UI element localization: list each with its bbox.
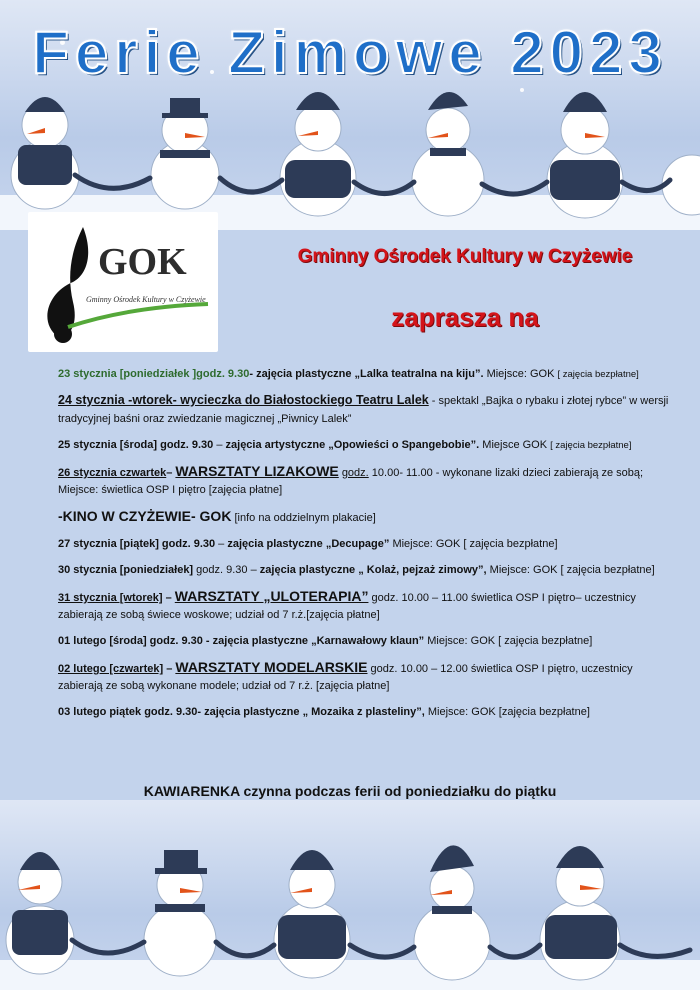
event-title: „ Kolaż, pejzaż zimowy”, xyxy=(358,564,487,576)
event-item: 03 lutego piątek godz. 9.30- zajęcia plastyczne „ Mozaika z plasteliny”, Miejsce: GOK [zajęcia bezpłatne] xyxy=(58,706,590,718)
event-title: „ Mozaika z plasteliny”, xyxy=(302,706,425,718)
event-date: 01 lutego [środa] godz. 9.30 xyxy=(58,635,203,647)
event-item: 27 stycznia [piątek] godz. 9.30 – zajęcia plastyczne „Decupage” Miejsce: GOK [ zajęcia bezpłatne] xyxy=(58,538,558,550)
bottom-snowmen-banner xyxy=(0,800,700,990)
event-title: WARSZTATY „ULOTERAPIA” xyxy=(174,588,369,604)
event-title: „Karnawałowy klaun” xyxy=(311,635,425,647)
organizer-name: Gminny Ośrodek Kultury w Czyżewie xyxy=(297,246,633,267)
event-date: 03 lutego piątek godz. 9.30 xyxy=(58,706,198,718)
event-item: 31 stycznia [wtorek] – WARSZTATY „ULOTERAPIA” godz. 10.00 – 11.00 świetlica OSP I piętro– uczestnicy zabierają ze sobą świece woskowe; udział od 7 r.ż.[zajęcia płatne] xyxy=(58,588,636,621)
event-date: 26 stycznia czwartek xyxy=(58,467,167,479)
cafe-line-1: KAWIARENKA czynna podczas ferii od poniedziałku do piątku xyxy=(143,783,557,799)
logo-subtitle: Gminny Ośrodek Kultury w Czyżewie xyxy=(86,295,206,304)
invite-text: zaprasza na xyxy=(391,302,539,332)
event-title: „Decupage” xyxy=(325,538,390,550)
event-title: -KINO W CZYŻEWIE- GOK xyxy=(58,508,232,524)
gok-logo xyxy=(28,212,218,352)
event-date: 23 stycznia [poniedziałek ]godz. 9.30 xyxy=(58,368,250,380)
snowmen-illustration-bottom xyxy=(0,800,700,990)
event-date: 02 lutego [czwartek] xyxy=(58,663,164,675)
events-list xyxy=(58,366,678,730)
event-item: -KINO W CZYŻEWIE- GOK [info na oddzielnym plakacie] xyxy=(58,508,376,524)
event-title: „Lalka teatralna na kiju”. xyxy=(354,368,484,380)
event-title: „Opowieści o Spangebobie”. xyxy=(328,439,480,451)
event-item: 30 stycznia [poniedziałek] godz. 9.30 – zajęcia plastyczne „ Kolaż, pejzaż zimowy”, Miejsce: GOK [ zajęcia bezpłatne] xyxy=(58,564,655,576)
event-date: 31 stycznia [wtorek] xyxy=(58,592,163,604)
event-item: 23 stycznia [poniedziałek ]godz. 9.30- zajęcia plastyczne „Lalka teatralna na kiju”. Miejsce: GOK [ zajęcia bezpłatne] xyxy=(58,368,639,380)
event-date: 30 stycznia [poniedziałek] xyxy=(58,564,194,576)
event-item: 25 stycznia [środa] godz. 9.30 – zajęcia artystyczne „Opowieści o Spangebobie”. Miejsce GOK [ zajęcia bezpłatne] xyxy=(58,439,632,451)
event-item: 24 stycznia -wtorek- wycieczka do Białostockiego Teatru Lalek - spektakl „Bajka o rybaku i złotej rybce” w wersji tradycyjnej baśni oraz zwiedzanie magicznej „Piwnicy Lalek” xyxy=(58,393,669,425)
event-item: 02 lutego [czwartek] – WARSZTATY MODELARSKIE godz. 10.00 – 12.00 świetlica OSP I piętro, uczestnicy zabierają ze sobą wykonane modele; udział od 7 r.ż. [zajęcia płatne] xyxy=(58,659,633,692)
event-item: 26 stycznia czwartek– WARSZTATY LIZAKOWE godz. 10.00- 11.00 - wykonane lizaki dzieci zabierają ze sobą; Miejsce: świetlica OSP I piętro [zajęcia płatne] xyxy=(58,463,644,496)
event-item: 01 lutego [środa] godz. 9.30 - zajęcia plastyczne „Karnawałowy klaun” Miejsce: GOK [ zajęcia bezpłatne] xyxy=(58,635,593,647)
event-title: WARSZTATY LIZAKOWE xyxy=(175,463,339,479)
treble-clef-logo-icon xyxy=(28,212,218,352)
page-title: Ferie Zimowe 2023 xyxy=(32,19,668,86)
event-date: 25 stycznia [środa] godz. 9.30 xyxy=(58,439,214,451)
event-date: 27 stycznia [piątek] godz. 9.30 xyxy=(58,538,216,550)
event-title: WARSZTATY MODELARSKIE xyxy=(175,659,368,675)
event-date: 24 stycznia -wtorek- wycieczka do Białostockiego Teatru Lalek xyxy=(58,393,429,407)
logo-letters: GOK xyxy=(98,241,187,283)
